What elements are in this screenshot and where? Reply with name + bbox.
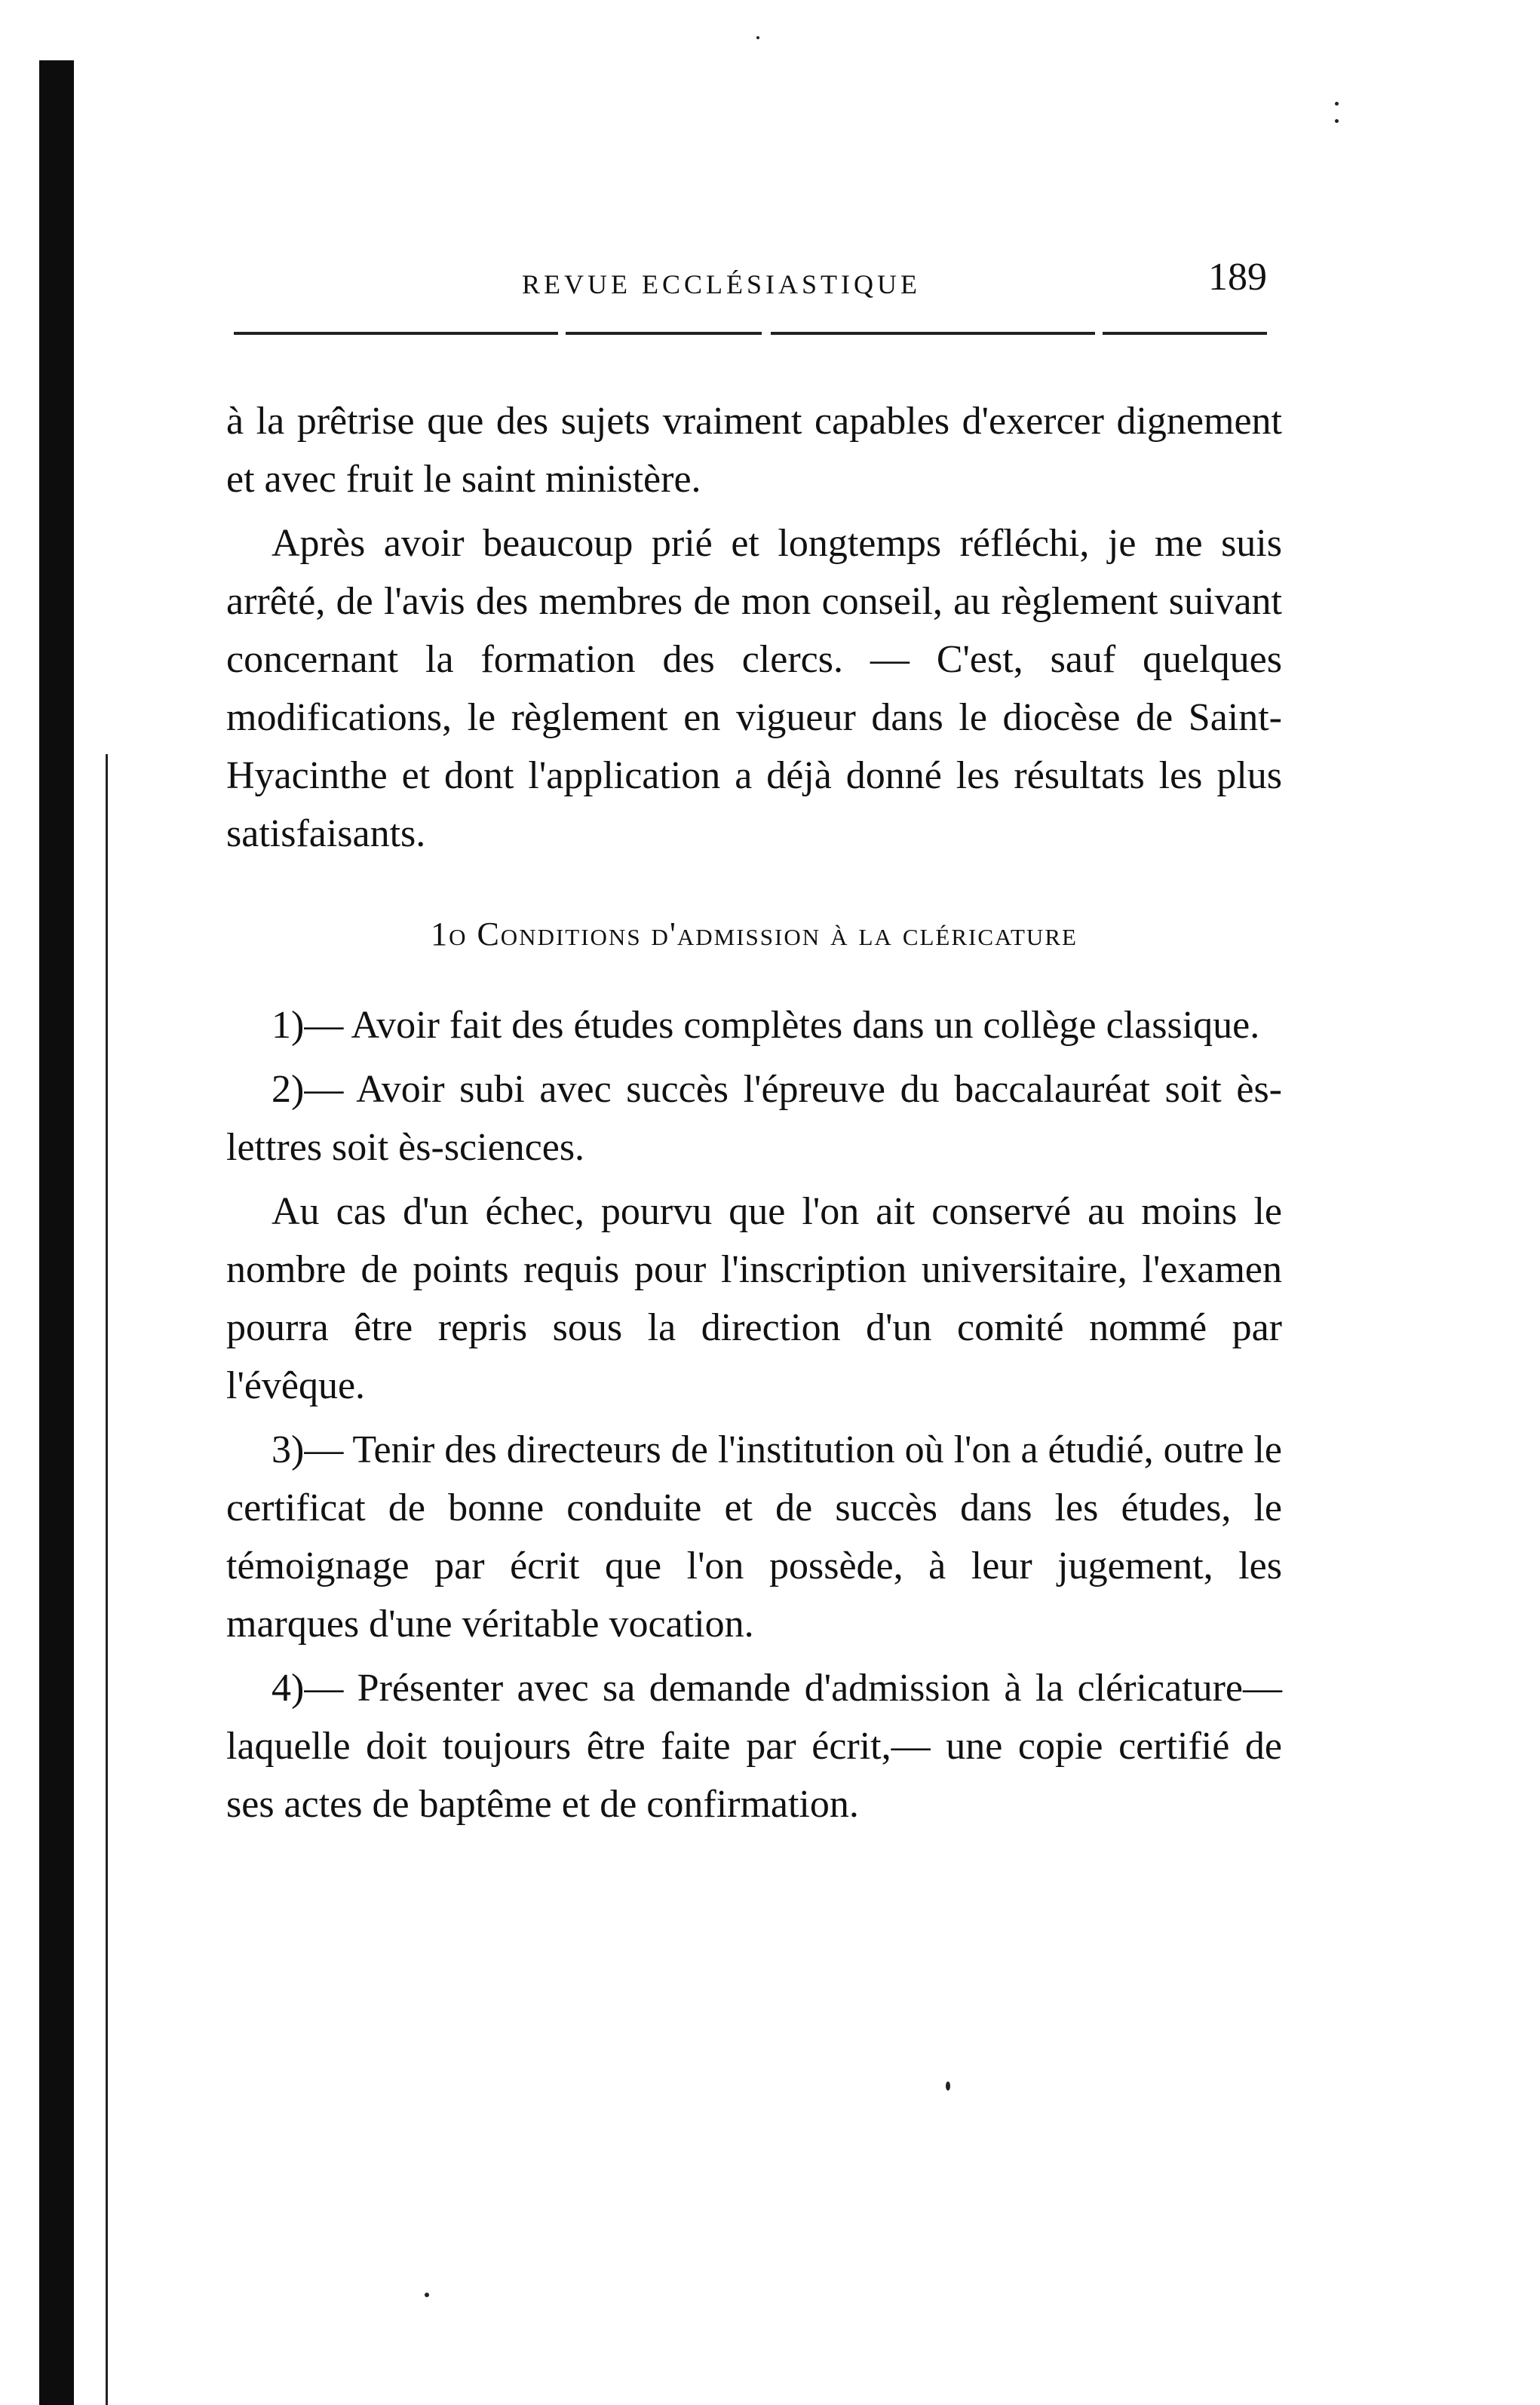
paragraph: Au cas d'un échec, pourvu que l'on ait conservé au moins le nombre de points requis pour l'inscription universitaire, l'examen pourra être repris sous la direction d'un comité nommé par l'évêque. — [226, 1190, 1282, 1407]
speck — [756, 36, 759, 39]
paragraph: Après avoir beaucoup prié et longtemps réfléchi, je me suis arrêté, de l'avis des membres de mon conseil, au règlement suivant concernant la formation des clercs. — C'est, sauf quelques modifications, le règlement en vigueur dans le diocèse de Saint-Hyacinthe et dont l'application a déjà donné les résultats les plus satisfaisants. — [226, 522, 1282, 855]
running-title: REVUE ECCLÉSIASTIQUE — [522, 269, 921, 299]
speck — [425, 2293, 429, 2297]
page-binding-line — [106, 754, 108, 2405]
list-item: 1)— Avoir fait des études complètes dans un collège classique. — [271, 1004, 1260, 1047]
page-body — [226, 392, 1282, 1833]
section-heading: 1o Conditions d'admission à la cléricature — [431, 916, 1078, 952]
header-rule — [234, 332, 1267, 335]
list-item: 4)— Présenter avec sa demande d'admission à la cléricature—laquelle doit toujours être faite par écrit,— une copie certifié de ses actes de baptême et de confirmation. — [226, 1667, 1282, 1826]
page-binding-edge — [39, 60, 74, 2405]
list-item: 3)— Tenir des directeurs de l'institution où l'on a étudié, outre le certificat de bonne conduite et de succès dans les études, le témoignage par écrit que l'on possède, à leur jugement, les marques d'une véritable vocation. — [226, 1428, 1282, 1646]
running-header — [234, 249, 1267, 317]
speck — [1335, 102, 1339, 106]
list-item: 2)— Avoir subi avec succès l'épreuve du baccalauréat soit ès-lettres soit ès-sciences. — [226, 1068, 1282, 1169]
paragraph: à la prêtrise que des sujets vraiment capables d'exercer dignement et avec fruit le saint ministère. — [226, 400, 1282, 501]
speck — [946, 2081, 950, 2091]
page-number: 189 — [1208, 256, 1267, 299]
speck — [1335, 119, 1339, 123]
